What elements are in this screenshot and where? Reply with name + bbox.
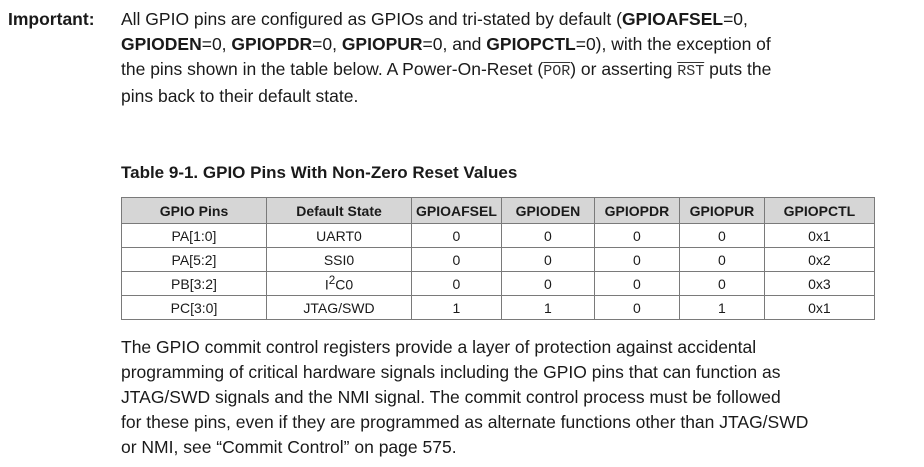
column-header: GPIOPCTL bbox=[764, 198, 874, 224]
text-span: =0), with the exception of bbox=[575, 34, 771, 54]
text-span: =0, and bbox=[422, 34, 487, 54]
table-cell: 1 bbox=[679, 296, 764, 320]
text-span: puts the bbox=[704, 59, 772, 79]
table-cell bbox=[267, 272, 412, 296]
text-span: the pins shown in the table below. A Power-On-Reset ( bbox=[121, 59, 544, 79]
important-line-2 bbox=[121, 32, 921, 57]
table-cell: 0 bbox=[501, 248, 594, 272]
table-cell: PC[3:0] bbox=[122, 296, 267, 320]
table-cell: 0x1 bbox=[764, 296, 874, 320]
column-header: GPIODEN bbox=[501, 198, 594, 224]
table-caption: Table 9-1. GPIO Pins With Non-Zero Reset Values bbox=[121, 163, 518, 182]
column-header: GPIOPUR bbox=[679, 198, 764, 224]
table-cell: PB[3:2] bbox=[122, 272, 267, 296]
register-name: GPIOPCTL bbox=[486, 34, 576, 54]
table-cell: 0 bbox=[594, 272, 679, 296]
important-line-4: pins back to their default state. bbox=[121, 86, 359, 106]
paragraph-line: The GPIO commit control registers provide a layer of protection against accidental bbox=[121, 337, 757, 357]
important-label: Important: bbox=[8, 9, 95, 29]
table-cell: 0x1 bbox=[764, 224, 874, 248]
table-cell: SSI0 bbox=[267, 248, 412, 272]
text-span: =0, bbox=[201, 34, 232, 54]
paragraph-line: programming of critical hardware signals including the GPIO pins that can function as bbox=[121, 362, 781, 382]
column-header: GPIO Pins bbox=[122, 198, 267, 224]
table-cell: 0 bbox=[501, 224, 594, 248]
i2c-prefix: I bbox=[324, 276, 329, 293]
column-header: GPIOAFSEL bbox=[412, 198, 502, 224]
table-cell: 0 bbox=[679, 248, 764, 272]
table-cell: 0 bbox=[594, 296, 679, 320]
column-header: GPIOPDR bbox=[594, 198, 679, 224]
table-cell: 0 bbox=[412, 224, 502, 248]
table-cell: 0x2 bbox=[764, 248, 874, 272]
table-cell: 0 bbox=[501, 272, 594, 296]
signal-por: $\overline{POR}$ bbox=[543, 63, 571, 80]
register-name: GPIOPUR bbox=[341, 34, 423, 54]
table-cell: 0 bbox=[594, 248, 679, 272]
table-cell: UART0 bbox=[267, 224, 412, 248]
table-row bbox=[122, 272, 875, 296]
text-span: ) or asserting bbox=[570, 59, 678, 79]
table-cell: PA[5:2] bbox=[122, 248, 267, 272]
table-cell: 0 bbox=[594, 224, 679, 248]
table-cell: 0 bbox=[412, 248, 502, 272]
table-row bbox=[122, 296, 875, 320]
table-cell: JTAG/SWD bbox=[267, 296, 412, 320]
i2c-superscript: 2 bbox=[328, 274, 336, 288]
paragraph-line: JTAG/SWD signals and the NMI signal. The commit control process must be followed bbox=[121, 387, 781, 407]
commit-control-paragraph bbox=[121, 335, 921, 460]
important-line-3 bbox=[121, 57, 921, 84]
column-header: Default State bbox=[267, 198, 412, 224]
table-cell: 0x3 bbox=[764, 272, 874, 296]
text-span: =0, bbox=[723, 9, 748, 29]
table-cell: 0 bbox=[412, 272, 502, 296]
register-name: GPIOPDR bbox=[231, 34, 313, 54]
table-row bbox=[122, 248, 875, 272]
table-header-row bbox=[122, 198, 875, 224]
signal-rst: $\overline{RST}$ bbox=[677, 63, 705, 80]
register-name: GPIODEN bbox=[121, 34, 202, 54]
text-span: =0, bbox=[312, 34, 342, 54]
table-cell: 0 bbox=[679, 272, 764, 296]
table-row bbox=[122, 224, 875, 248]
gpio-reset-table bbox=[121, 197, 875, 320]
important-line-1 bbox=[121, 7, 921, 32]
table-cell: 1 bbox=[501, 296, 594, 320]
register-name: GPIOAFSEL bbox=[621, 9, 724, 29]
table-cell: 0 bbox=[679, 224, 764, 248]
paragraph-line: or NMI, see “Commit Control” on page 575. bbox=[121, 437, 457, 457]
table-cell: 1 bbox=[412, 296, 502, 320]
paragraph-line: for these pins, even if they are programmed as alternate functions other than JTAG/SWD bbox=[121, 412, 809, 432]
i2c-suffix: C0 bbox=[335, 276, 354, 293]
text-span: All GPIO pins are configured as GPIOs and tri-stated by default ( bbox=[121, 9, 622, 29]
table-cell: PA[1:0] bbox=[122, 224, 267, 248]
important-text bbox=[121, 7, 921, 109]
